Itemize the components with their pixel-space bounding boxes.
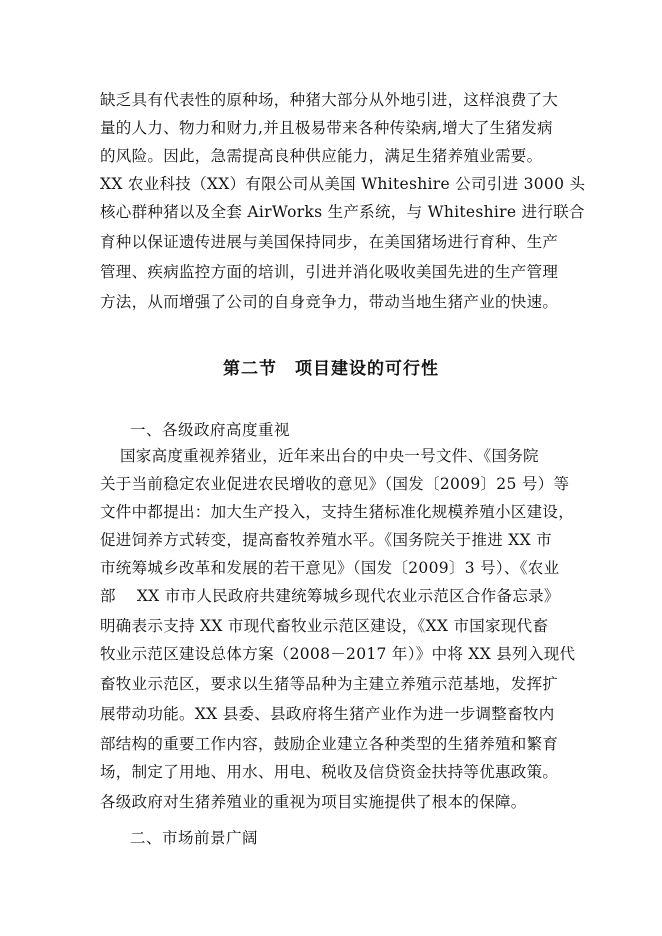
paragraph-line: 的风险。因此，急需提高良种供应能力，满足生猪养殖业需要。	[100, 147, 543, 165]
paragraph-line: 关于当前稳定农业促进农民增收的意见》（国发〔2009〕25 号）等	[100, 475, 570, 493]
paragraph-line: 畜牧业示范区，要求以生猪等品种为主建立养殖示范基地，发挥扩	[100, 675, 559, 693]
paragraph-line: 管理、疾病监控方面的培训，引进并消化吸收美国先进的生产管理	[100, 263, 559, 281]
section-heading: 第二节 项目建设的可行性	[223, 359, 439, 379]
paragraph-line: 缺乏具有代表性的原种场，种猪大部分从外地引进，这样浪费了大	[100, 91, 559, 109]
paragraph-line: 育种以保证遗传进展与美国保持同步，在美国猪场进行育种、生产	[100, 233, 559, 251]
paragraph-line: 量的人力、物力和财力,并且极易带来各种传染病,增大了生猪发病	[100, 119, 553, 137]
subsection-title-2: 二、市场前景广阔	[130, 829, 259, 847]
paragraph-line: 场，制定了用地、用水、用电、税收及信贷资金扶持等优惠政策。	[100, 763, 559, 781]
paragraph-line: 国家高度重视养猪业，近年来出台的中央一号文件、《国务院	[120, 447, 539, 465]
paragraph-line: 文件中都提出：加大生产投入，支持生猪标准化规模养殖小区建设，	[100, 503, 575, 521]
paragraph-line: 展带动功能。XX 县委、县政府将生猪产业作为进一步调整畜牧内	[100, 705, 555, 723]
paragraph-line: 促进饲养方式转变，提高畜牧养殖水平。《国务院关于推进 XX 市	[100, 531, 552, 549]
subsection-title-1: 一、各级政府高度重视	[130, 421, 291, 439]
paragraph-line: 各级政府对生猪养殖业的重视为项目实施提供了根本的保障。	[100, 793, 527, 811]
paragraph-line: 部结构的重要工作内容，鼓励企业建立各种类型的生猪养殖和繁育	[100, 735, 559, 753]
paragraph-line: 核心群种猪以及全套 AirWorks 生产系统，与 Whiteshire 进行联合	[100, 203, 585, 221]
paragraph-line: 市统筹城乡改革和发展的若干意见》（国发〔2009〕3 号）、《农业	[100, 559, 560, 577]
paragraph-line: XX 农业科技（XX）有限公司从美国 Whiteshire 公司引进 3000 头	[100, 175, 586, 193]
paragraph-line: 方法，从而增强了公司的自身竞争力，带动当地生猪产业的快速。	[100, 293, 559, 311]
paragraph-line: 部 XX 市市人民政府共建统筹城乡现代农业示范区合作备忘录》	[100, 587, 560, 605]
paragraph-line: 牧业示范区建设总体方案（2008－2017 年）》中将 XX 县列入现代	[100, 645, 576, 663]
paragraph-line: 明确表示支持 XX 市现代畜牧业示范区建设，《XX 市国家现代畜	[100, 617, 549, 635]
